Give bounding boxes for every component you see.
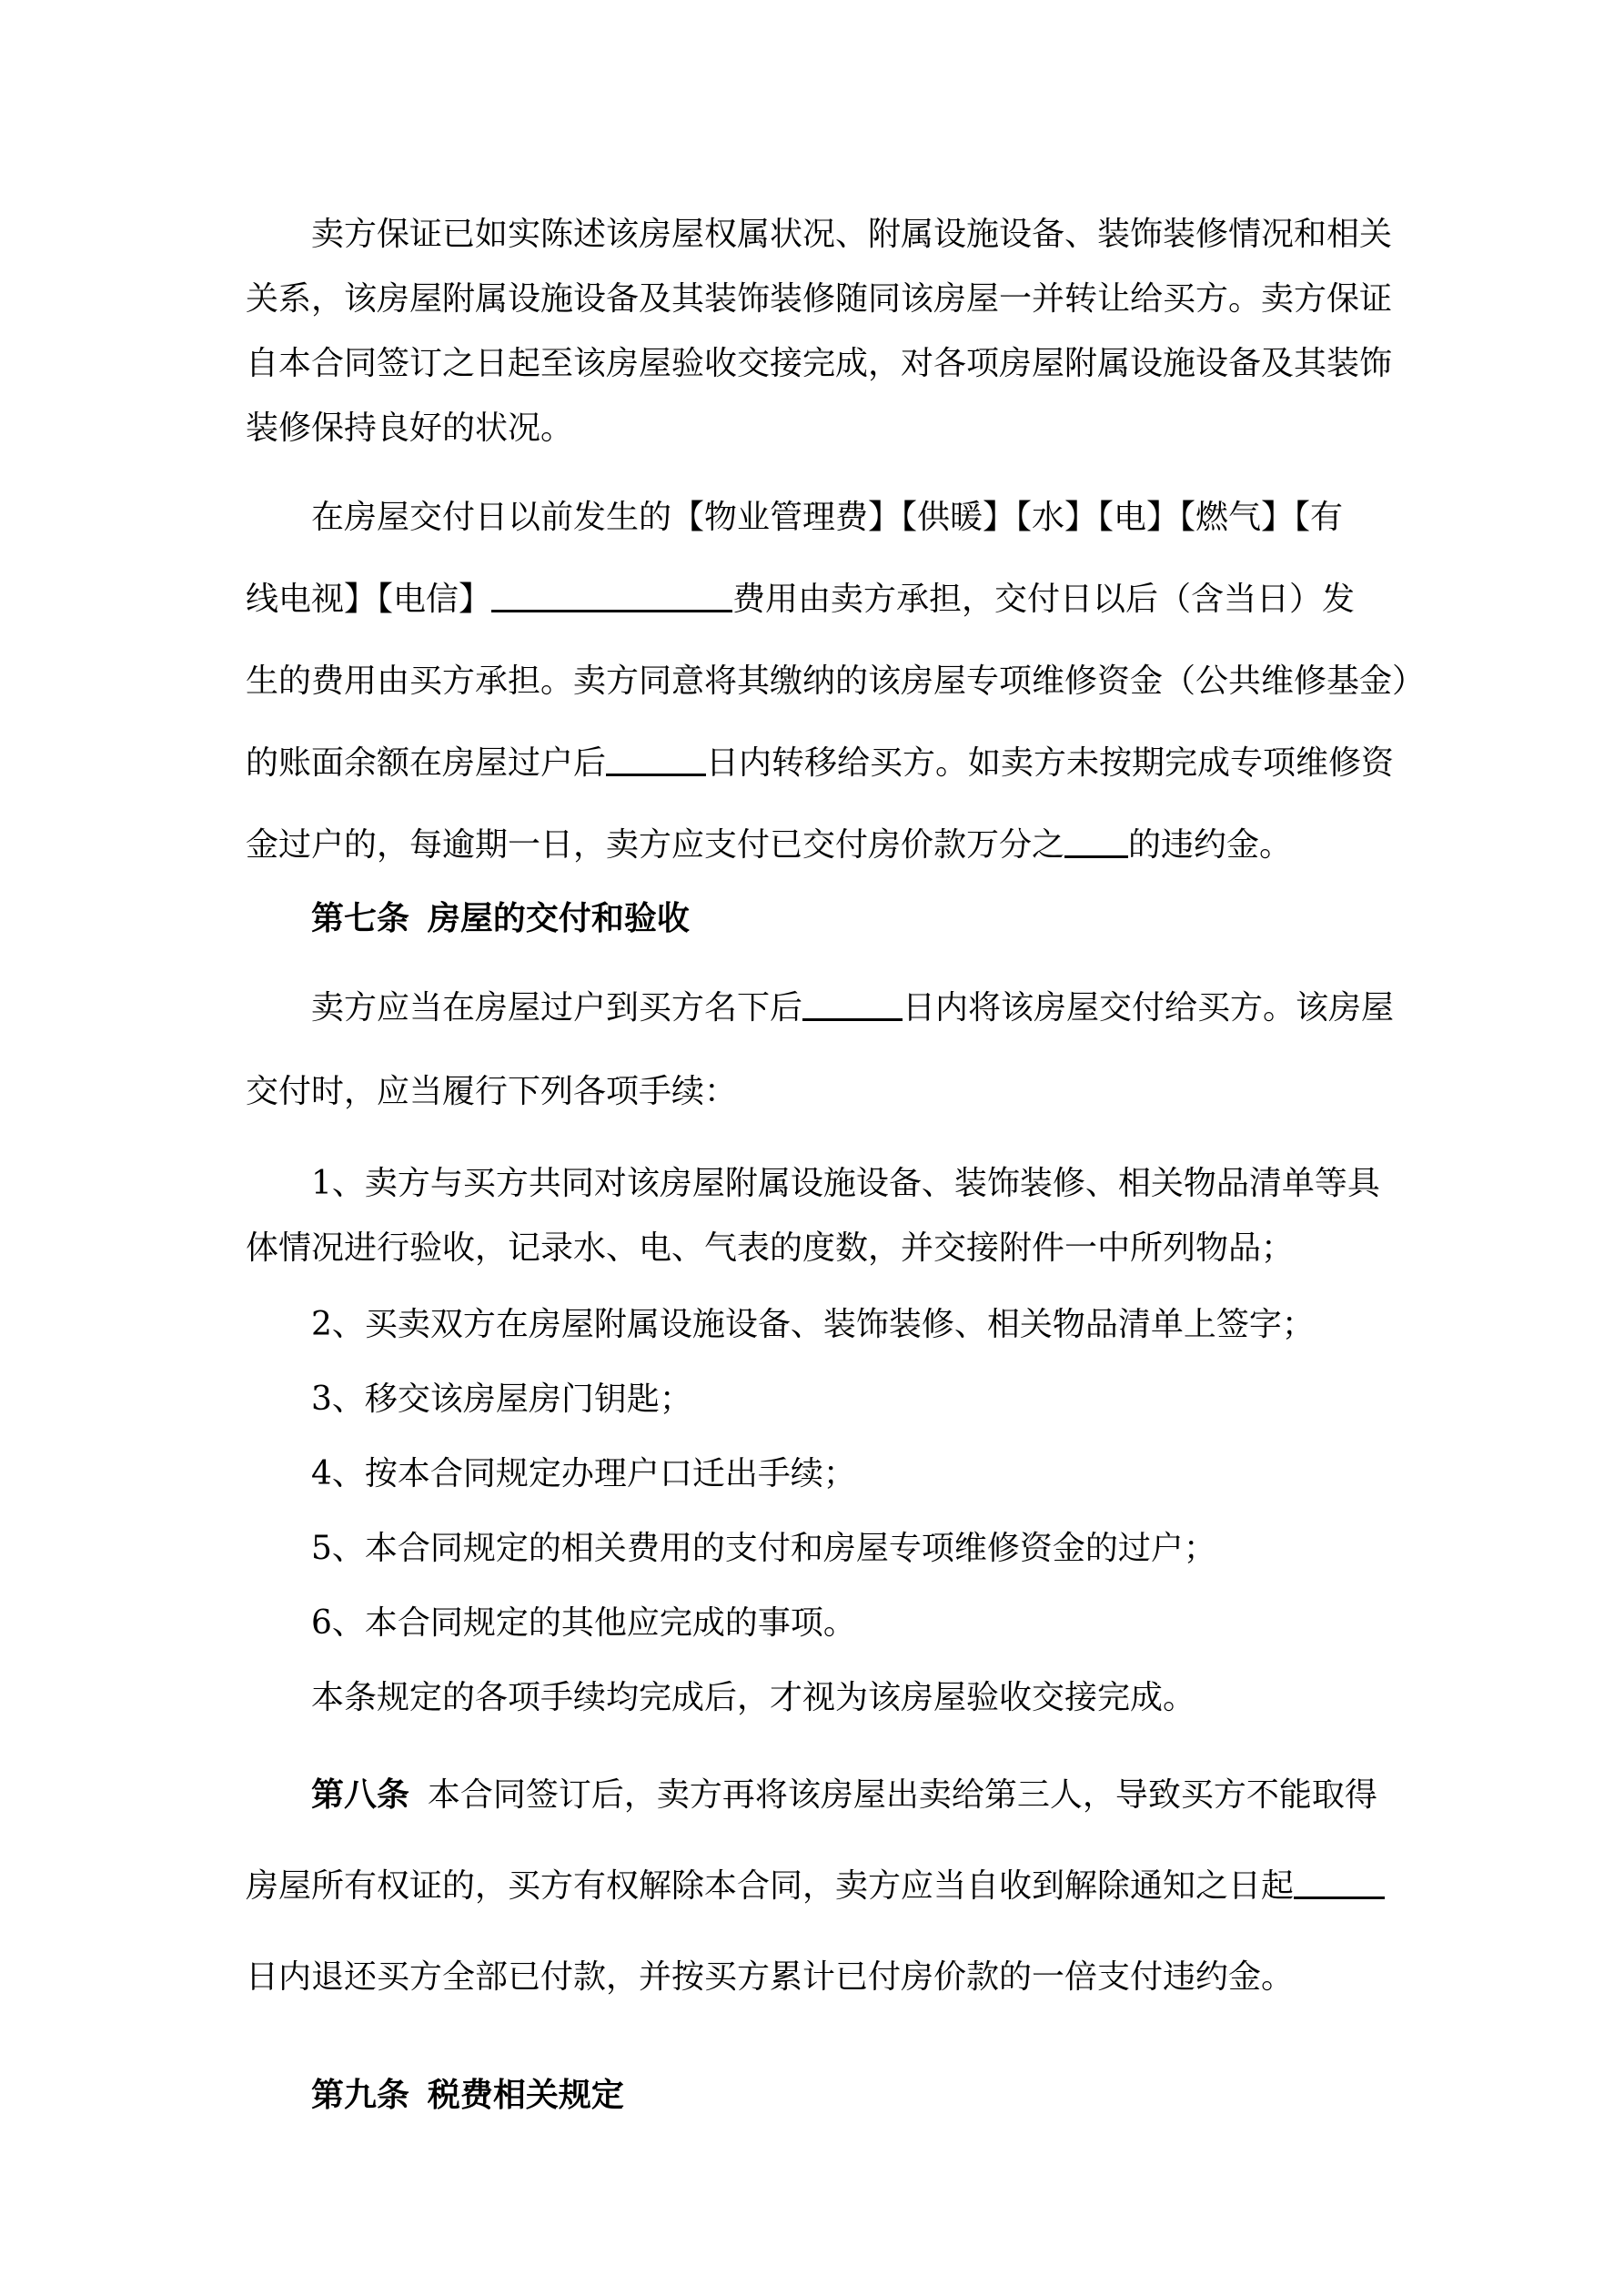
handover-item-5: 5、本合同规定的相关费用的支付和房屋专项维修资金的过户； [311, 1530, 1216, 1567]
fees-paragraph [246, 477, 1426, 886]
article-9-heading [246, 2063, 1392, 2128]
text-run: 的违约金。 [1128, 826, 1293, 864]
text-line [246, 723, 1395, 804]
text-run: 日内将该房屋交付给买方。该房屋 [903, 989, 1395, 1027]
text-run: 金过户的，每逾期一日，卖方应支付已交付房价款万分之 [246, 826, 1065, 864]
text-line: 关系，该房屋附属设施设备及其装饰装修随同该房屋一并转让给买方。卖方保证 [246, 280, 1393, 318]
blank-underline [1294, 1896, 1385, 1899]
text-line [246, 804, 1392, 886]
text-line [246, 1841, 1392, 1932]
blank-underline [491, 610, 732, 612]
handover-closing-line: 本条规定的各项手续均完成后，才视为该房屋验收交接完成。 [311, 1679, 1196, 1716]
article-7-intro-paragraph [246, 966, 1395, 1134]
text-line: 体情况进行验收，记录水、电、气表的度数，并交接附件一中所列物品； [246, 1229, 1295, 1267]
text-run: 的账面余额在房屋过户后 [246, 744, 607, 782]
article-8-number: 第八条 [311, 1776, 410, 1814]
article-7-title: 房屋的交付和验收 [427, 900, 690, 937]
blank-underline [1064, 855, 1128, 858]
text-run: 房屋所有权证的，买方有权解除本合同，卖方应当自收到解除通知之日起 [246, 1867, 1295, 1905]
text-line: 装修保持良好的状况。 [246, 410, 574, 447]
handover-item-1 [246, 1151, 1392, 1280]
text-line: 交付时，应当履行下列各项手续： [246, 1073, 738, 1110]
article-9-title: 税费相关规定 [427, 2077, 624, 2114]
text-run: 线电视】【电信】 [246, 581, 492, 618]
text-line: 自本合同签订之日起至该房屋验收交接完成，对各项房屋附属设施设备及其装饰 [246, 345, 1393, 382]
blank-underline [606, 774, 706, 776]
handover-items-list [246, 1288, 1392, 1735]
seller-guarantee-paragraph [246, 202, 1392, 460]
article-7-heading [246, 886, 1392, 951]
text-run: 费用由卖方承担，交付日以后（含当日）发 [732, 581, 1356, 618]
handover-item-6: 6、本合同规定的其他应完成的事项。 [311, 1604, 856, 1642]
text-line: 日内退还买方全部已付款，并按买方累计已付房价款的一倍支付违约金。 [246, 1958, 1295, 1996]
handover-item-2: 2、买卖双方在房屋附属设施设备、装饰装修、相关物品清单上签字； [311, 1306, 1315, 1343]
text-line [246, 966, 1395, 1050]
blank-underline [802, 1018, 903, 1021]
handover-item-4: 4、按本合同规定办理户口迁出手续； [311, 1455, 856, 1492]
text-run: 本合同签订后，卖方再将该房屋出卖给第三人，导致买方不能取得 [427, 1776, 1377, 1814]
text-line [246, 1750, 1392, 1841]
handover-item-3: 3、移交该房屋房门钥匙； [311, 1381, 692, 1418]
text-line: 生的费用由买方承担。卖方同意将其缴纳的该房屋专项维修资金（公共维修基金） [246, 663, 1426, 700]
text-line [246, 559, 1392, 641]
article-7-number: 第七条 [311, 900, 410, 937]
text-line: 卖方保证已如实陈述该房屋权属状况、附属设施设备、装饰装修情况和相关 [311, 216, 1393, 253]
text-run: 卖方应当在房屋过户到买方名下后 [311, 989, 803, 1027]
text-line: 1、卖方与买方共同对该房屋附属设施设备、装饰装修、相关物品清单等具 [311, 1165, 1380, 1202]
text-line: 在房屋交付日以前发生的【物业管理费】【供暖】【水】【电】【燃气】【有 [311, 499, 1344, 536]
article-9-number: 第九条 [311, 2077, 410, 2114]
article-8-paragraph [246, 1750, 1392, 2023]
text-run: 日内转移给买方。如卖方未按期完成专项维修资 [706, 744, 1395, 782]
